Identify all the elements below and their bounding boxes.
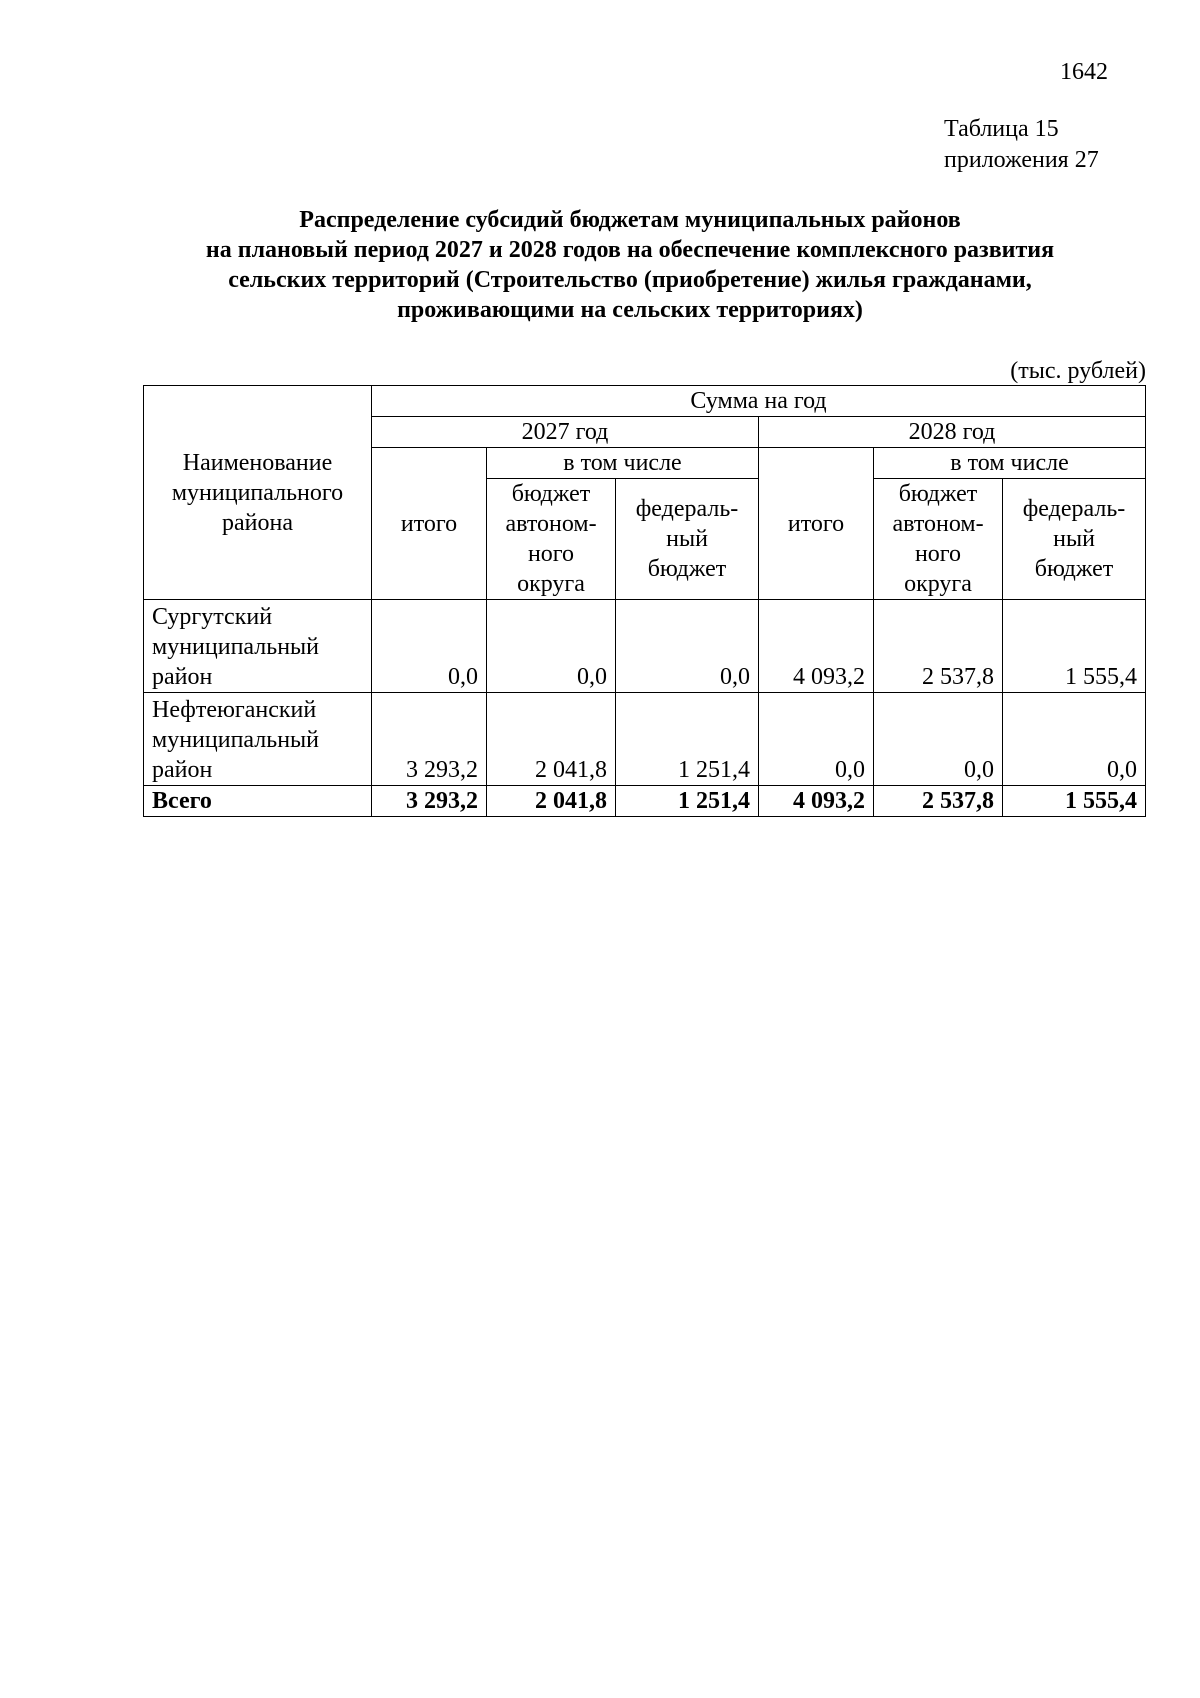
header-sum-per-year: Сумма на год — [372, 386, 1146, 417]
header-year-2028: 2028 год — [759, 417, 1146, 448]
header-2028-total: итого — [759, 448, 874, 600]
cell-2027-okrug: 2 041,8 — [487, 693, 616, 786]
cell-2027-federal: 0,0 — [616, 600, 759, 693]
cell-2027-federal: 1 251,4 — [616, 693, 759, 786]
table-reference — [944, 114, 1099, 176]
cell-2028-total: 0,0 — [759, 693, 874, 786]
cell-2028-federal: 1 555,4 — [1003, 600, 1146, 693]
row-district-name: Нефтеюганский муниципальный район — [144, 693, 372, 786]
subsidy-table — [143, 385, 1146, 817]
table-total-row — [144, 786, 1146, 817]
total-2028-total: 4 093,2 — [759, 786, 874, 817]
header-2027-including: в том числе — [487, 448, 759, 479]
total-2028-okrug: 2 537,8 — [874, 786, 1003, 817]
cell-2027-total: 3 293,2 — [372, 693, 487, 786]
header-2028-including: в том числе — [874, 448, 1146, 479]
cell-2028-okrug: 2 537,8 — [874, 600, 1003, 693]
table-reference-line1: Таблица 15 — [944, 116, 1059, 142]
cell-2027-okrug: 0,0 — [487, 600, 616, 693]
units-label: (тыс. рублей) — [1010, 358, 1146, 384]
header-2027-federal-budget: федераль- ный бюджет — [616, 479, 759, 600]
table-reference-line2: приложения 27 — [944, 147, 1099, 173]
total-2027-total: 3 293,2 — [372, 786, 487, 817]
header-district-name: Наименование муниципального района — [144, 386, 372, 600]
title-line4: проживающими на сельских территориях) — [397, 297, 863, 323]
title-line1: Распределение субсидий бюджетам муниципальных районов — [299, 207, 961, 233]
header-2027-total: итого — [372, 448, 487, 600]
total-2027-okrug: 2 041,8 — [487, 786, 616, 817]
cell-2028-total: 4 093,2 — [759, 600, 874, 693]
title-line2: на плановый период 2027 и 2028 годов на обеспечение комплексного развития — [205, 237, 1055, 263]
title-line3: сельских территорий (Строительство (приобретение) жилья гражданами, — [228, 267, 1032, 293]
total-label: Всего — [144, 786, 372, 817]
cell-2028-federal: 0,0 — [1003, 693, 1146, 786]
table-row — [144, 693, 1146, 786]
document-title — [130, 205, 1130, 325]
header-2028-okrug-budget: бюджет автоном- ного округа — [874, 479, 1003, 600]
total-2027-federal: 1 251,4 — [616, 786, 759, 817]
header-2027-okrug-budget: бюджет автоном- ного округа — [487, 479, 616, 600]
page-number: 1642 — [1060, 59, 1108, 85]
header-2028-federal-budget: федераль- ный бюджет — [1003, 479, 1146, 600]
header-row-1 — [144, 386, 1146, 417]
cell-2028-okrug: 0,0 — [874, 693, 1003, 786]
table-row — [144, 600, 1146, 693]
header-year-2027: 2027 год — [372, 417, 759, 448]
total-2028-federal: 1 555,4 — [1003, 786, 1146, 817]
row-district-name: Сургутский муниципальный район — [144, 600, 372, 693]
cell-2027-total: 0,0 — [372, 600, 487, 693]
